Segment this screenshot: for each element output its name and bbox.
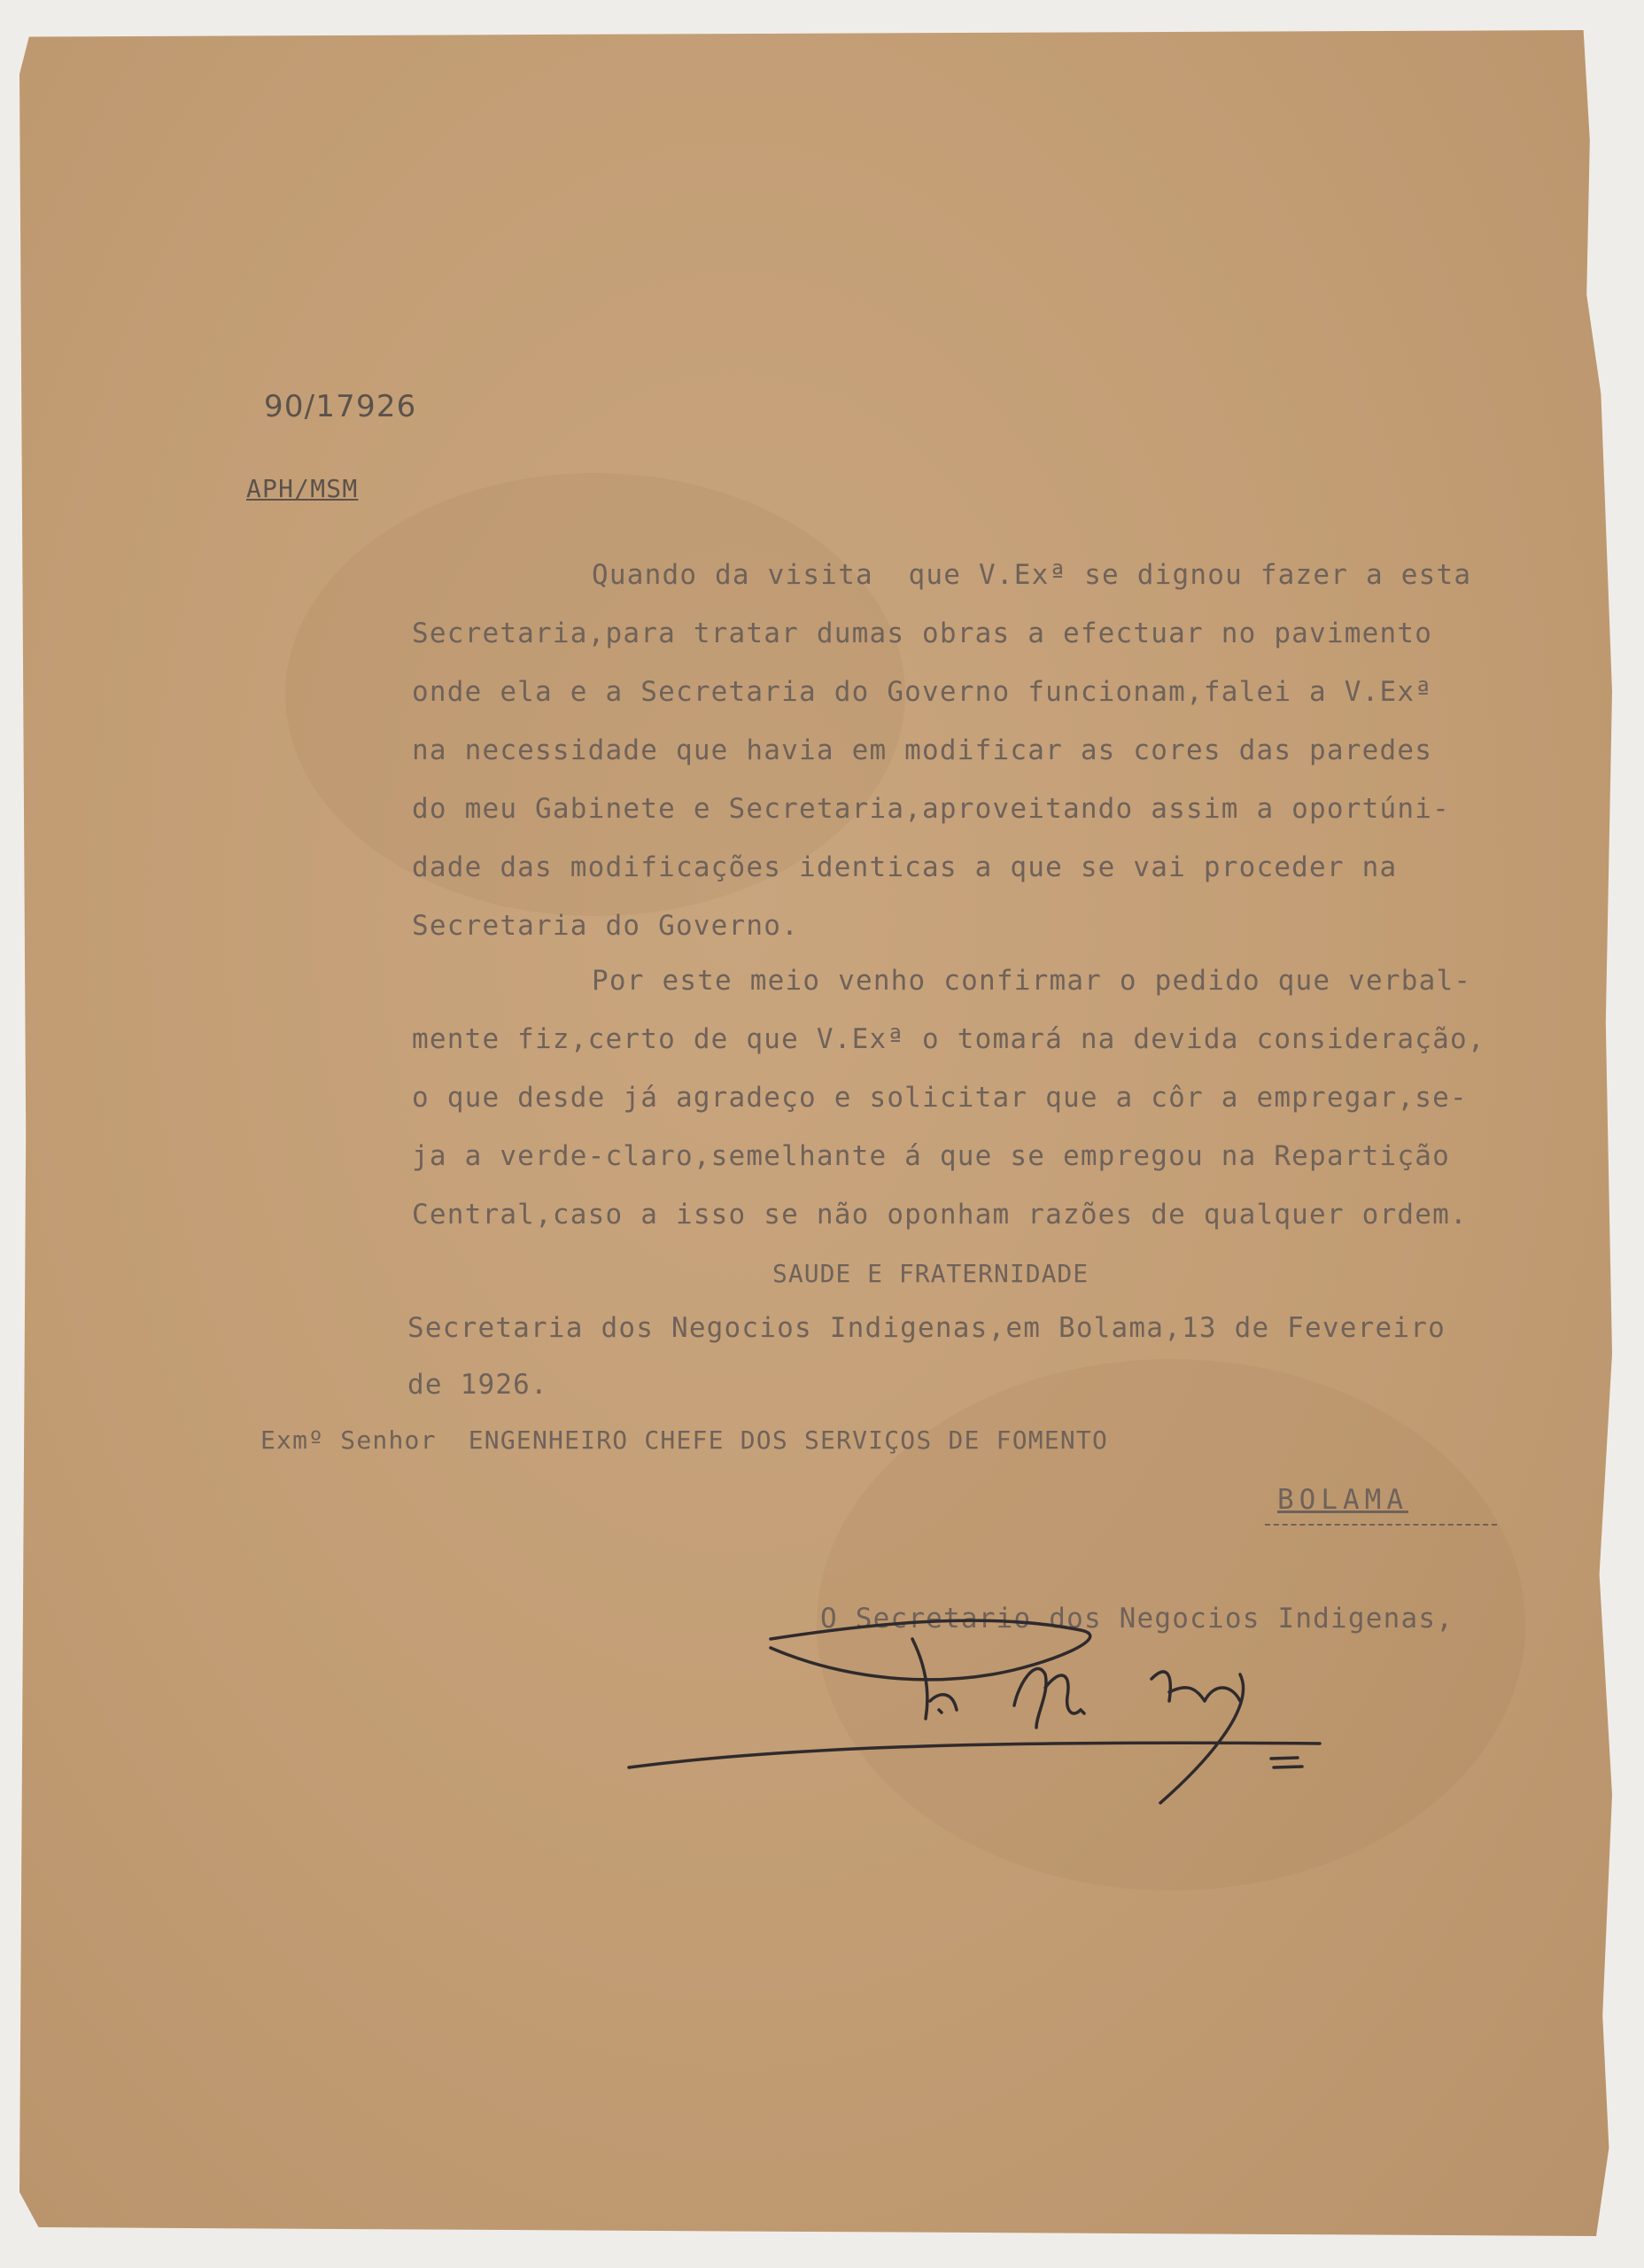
body-line: Central,caso a isso se não oponham razões de qualquer ordem.: [412, 1199, 1468, 1231]
place-name: BOLAMA: [1277, 1484, 1408, 1516]
body-line: Por este meio venho confirmar o pedido que verbal-: [592, 965, 1472, 997]
body-line: o que desde já agradeço e solicitar que a côr a empregar,se-: [412, 1082, 1468, 1114]
handwritten-signature: [620, 1586, 1329, 1816]
addressee: Exmº Senhor ENGENHEIRO CHEFE DOS SERVIÇOS DE FOMENTO: [260, 1425, 1109, 1455]
body-line: na necessidade que havia em modificar as cores das paredes: [412, 734, 1433, 766]
signature-caption: O Secretario dos Negocios Indigenas,: [820, 1603, 1454, 1635]
body-line: mente fiz,certo de que V.Exª o tomará na devida consideração,: [412, 1023, 1485, 1055]
paper-sheet: [19, 30, 1612, 2236]
body-line: dade das modificações identicas a que se vai proceder na: [412, 851, 1398, 883]
dateline: Secretaria dos Negocios Indigenas,em Bolama,13 de Fevereiro: [407, 1312, 1446, 1344]
body-line: Secretaria,para tratar dumas obras a efectuar no pavimento: [412, 617, 1433, 649]
dateline: de 1926.: [407, 1369, 548, 1401]
reference-code: APH/MSM: [246, 474, 359, 503]
body-line: do meu Gabinete e Secretaria,aproveitando assim a oportúni-: [412, 793, 1450, 825]
body-line: Quando da visita que V.Exª se dignou fazer a esta: [592, 559, 1472, 591]
body-line: onde ela e a Secretaria do Governo funcionam,falei a V.Exª: [412, 676, 1433, 708]
body-line: Secretaria do Governo.: [412, 910, 799, 942]
body-line: ja a verde-claro,semelhante á que se empregou na Repartição: [412, 1140, 1450, 1172]
place-underline: [1265, 1524, 1497, 1527]
closing-salutation: SAUDE E FRATERNIDADE: [772, 1259, 1090, 1288]
reference-number: 90/17926: [264, 389, 417, 424]
